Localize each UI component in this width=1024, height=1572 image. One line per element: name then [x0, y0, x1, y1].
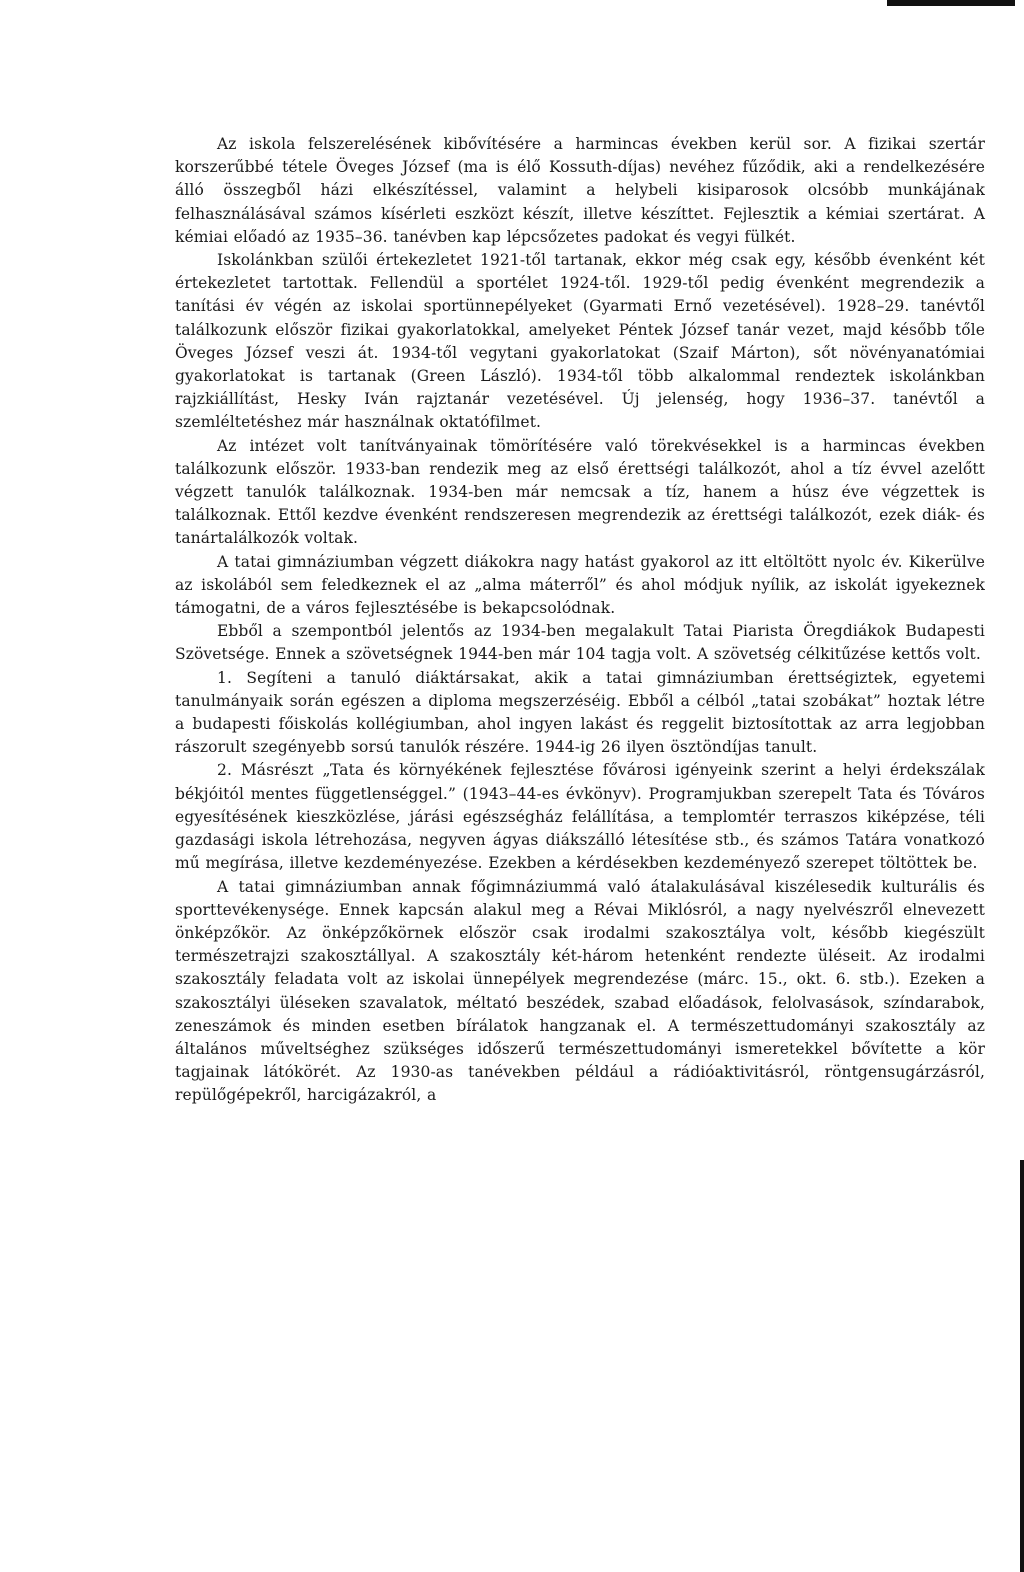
paragraph-goal-two: 2. Másrészt „Tata és környékének fejlesztése fővárosi igényeink szerint a helyi érdekszálak békjóitól mentes függetlenséggel.” (1943–44-es évkönyv). Programjukban szerepelt Tata és Tóváros egyesítésének kieszközlése, járási egészségház felállítása, a templomtér terraszos kiképzése, téli gazdasági iskola létrehozása, negyven ágyas diákszálló létesítése stb., és számos Tatára vonatkozó mű megírása, illetve kezdeményezése. Ezekben a kérdésekben kezdeményező szerepet töltöttek be.	[175, 761, 985, 873]
paragraph-goal-one: 1. Segíteni a tanuló diáktársakat, akik a tatai gimnáziumban érettségiztek, egyetemi tanulmányaik során egészen a diploma megszerzéséig. Ebből a célból „tatai szobákat” hoztak létre a budapesti főiskolás kollégiumban, ahol ingyen lakást és reggelit biztosítottak az arra legjobban rászorult szegényebb sorsú tanulók részére. 1944-ig 26 ilyen ösztöndíjas tanult.	[175, 668, 985, 757]
paragraph-alma-mater: A tatai gimnáziumban végzett diákokra nagy hatást gyakorol az itt eltöltött nyolc év. Kikerülve az iskolából sem feledkeznek el az „alma máterről” és ahol módjuk nyílik, az iskolát igyekeznek támogatni, de a város fejlesztésébe is bekapcsolódnak.	[175, 552, 985, 618]
scan-edge-mark-top	[887, 0, 1015, 6]
document-body	[175, 133, 985, 1108]
paragraph-parent-meetings-sports: Iskolánkban szülői értekezletet 1921-től tartanak, ekkor még csak egy, később évenként két értekezletet tartottak. Fellendül a sportélet 1924-től. 1929-től pedig évenként megrendezik a tanítási év végén az iskolai sportünnepélyeket (Gyarmati Ernő vezetésével). 1928–29. tanévtől találkozunk először fizikai gyakorlatokkal, amelyeket Péntek József tanár vezet, majd később tőle Öveges József veszi át. 1934-től vegytani gyakorlatokat (Szaif Márton), sőt növényanatómiai gyakorlatokat is tartanak (Green László). 1934-től több alkalommal rendeztek iskolánkban rajzkiállítást, Hesky Iván rajztanár vezetésével. Új jelenség, hogy 1936–37. tanévtől a szemléltetéshez már használnak oktatófilmet.	[175, 251, 985, 432]
paragraph-alumni-reunions: Az intézet volt tanítványainak tömörítésére való törekvésekkel is a harmincas években találkozunk először. 1933-ban rendezik meg az első érettségi találkozót, ahol a tíz évvel azelőtt végzett tanulók találkoznak. 1934-ben már nemcsak a tíz, hanem a húsz éve végzettek is találkoznak. Ettől kezdve évenként rendszeresen megrendezik az érettségi találkozót, ezek diák- és tanártalálkozók voltak.	[175, 436, 985, 548]
paragraph-lab-equipment: Az iskola felszerelésének kibővítésére a harmincas években kerül sor. A fizikai szertár korszerűbbé tétele Öveges József (ma is élő Kossuth-díjas) nevéhez fűződik, aki a rendelkezésére álló összegből házi elkészítéssel, valamint a helybeli kisiparosok olcsóbb munkájának felhasználásával számos kísérleti eszközt készít, illetve készíttet. Fejlesztik a kémiai szertárat. A kémiai előadó az 1935–36. tanévben kap lépcsőzetes padokat és vegyi fülkét.	[175, 135, 985, 246]
paragraph-self-improvement-circle: A tatai gimnáziumban annak főgimnáziummá való átalakulásával kiszélesedik kulturális és sporttevékenysége. Ennek kapcsán alakul meg a Révai Miklósról, a nagy nyelvészről elnevezett önképzőkör. Az önképzőkörnek először csak irodalmi szakosztálya volt, később kiegészült természetrajzi szakosztállyal. A szakosztály két-három hetenként rendezte üléseit. Az irodalmi szakosztály feladata volt az iskolai ünnepélyek megrendezése (márc. 15., okt. 6. stb.). Ezeken a szakosztályi üléseken szavalatok, méltató beszédek, szabad előadások, felolvasások, színdarabok, zeneszámok és minden esetben bírálatok hangzanak el. A természettudományi szakosztály az általános műveltséghez szükséges időszerű természettudományi ismeretekkel bővítette a kör tagjainak látókörét. Az 1930-as tanévekben például a rádióaktivitásról, röntgensugárzásról, repülőgépekről, harcigázakról, a	[175, 877, 985, 1105]
scan-edge-mark-right	[1020, 1160, 1024, 1572]
paragraph-alumni-association: Ebből a szempontból jelentős az 1934-ben megalakult Tatai Piarista Öregdiákok Budapesti Szövetsége. Ennek a szövetségnek 1944-ben már 104 tagja volt. A szövetség célkitűzése kettős volt.	[175, 622, 985, 664]
